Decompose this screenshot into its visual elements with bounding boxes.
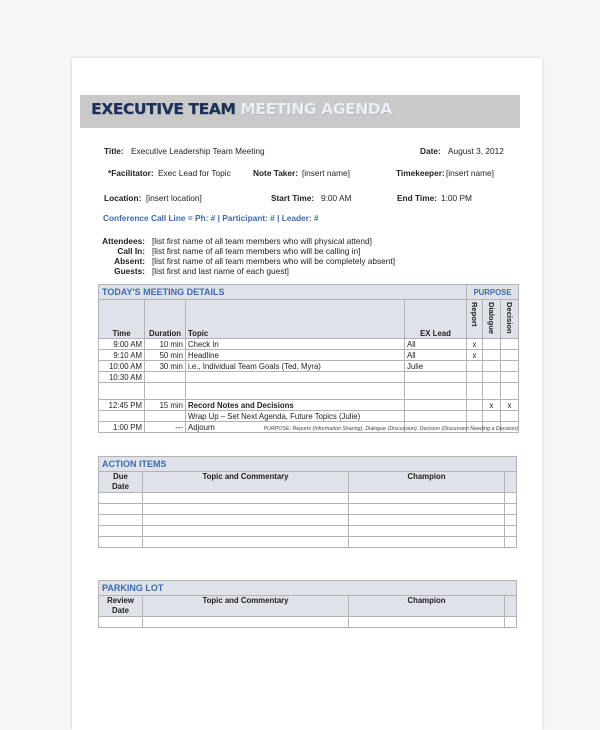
table-row <box>99 493 517 504</box>
date-value: August 3, 2012 <box>448 146 504 156</box>
col-time: Time <box>99 300 145 339</box>
row-time: 1:00 PM <box>99 422 145 433</box>
conference-call-line: Conference Call Line = Ph: # | Participant: # | Leader: # <box>103 213 319 223</box>
table-row <box>99 383 519 400</box>
col-review-date <box>99 596 143 617</box>
row-dialogue <box>483 339 501 350</box>
col-topic-commentary: Topic and Commentary <box>143 596 349 617</box>
document-title-secondary: MEETING AGENDA <box>240 100 392 118</box>
row-duration <box>145 383 186 400</box>
table-row <box>99 515 517 526</box>
notetaker-value: [insert name] <box>302 168 350 178</box>
row-topic: Wrap Up – Set Next Agenda, Future Topics (Julie) <box>186 411 405 422</box>
row-duration: 30 min <box>145 361 186 372</box>
row-dialogue: x <box>483 400 501 411</box>
col-ex-lead: EX Lead <box>405 300 467 339</box>
row-decision <box>501 350 519 361</box>
call-in-value: [list first name of all team members who will be calling in] <box>152 246 361 256</box>
table-row <box>99 504 517 515</box>
guests-value: [list first and last name of each guest] <box>152 266 289 276</box>
row-time: 12:45 PM <box>99 400 145 411</box>
start-time-value: 9:00 AM <box>321 193 352 203</box>
row-time: 9:10 AM <box>99 350 145 361</box>
due-label: Due <box>113 472 128 481</box>
date-label: Date <box>112 482 129 491</box>
row-lead: Julie <box>405 361 467 372</box>
action-items-title: ACTION ITEMS <box>99 457 517 472</box>
row-duration <box>145 411 186 422</box>
absent-label: Absent: <box>114 256 145 266</box>
action-items-table <box>98 456 517 548</box>
absent-value: [list first name of all team members who will be completely absent] <box>152 256 396 266</box>
title-value: Executive Leadership Team Meeting <box>131 146 265 156</box>
facilitator-value: Exec Lead for Topic <box>158 168 231 178</box>
col-decision: Decision <box>505 302 514 334</box>
row-duration: 10 min <box>145 339 186 350</box>
row-topic: Adjourn <box>186 422 405 433</box>
col-dialogue: Dialogue <box>487 302 496 335</box>
row-dialogue <box>483 350 501 361</box>
row-lead: All <box>405 350 467 361</box>
meeting-details-table <box>98 284 519 433</box>
table-row <box>99 400 519 411</box>
row-dialogue <box>483 383 501 400</box>
purpose-header: PURPOSE <box>467 285 519 300</box>
end-time-label: End Time: <box>397 193 437 203</box>
row-topic <box>186 372 405 383</box>
col-champion: Champion <box>349 596 505 617</box>
row-decision <box>501 361 519 372</box>
row-duration: 50 min <box>145 350 186 361</box>
date-label: Date: <box>420 146 441 156</box>
row-lead <box>405 411 467 422</box>
review-label: Review <box>107 596 134 605</box>
row-lead <box>405 383 467 400</box>
row-lead <box>405 400 467 411</box>
header-spacer <box>505 472 517 493</box>
row-time <box>99 383 145 400</box>
attendees-value: [list first name of all team members who will physical attend] <box>152 236 372 246</box>
call-in-label: Call In: <box>117 246 145 256</box>
row-report: x <box>467 350 483 361</box>
col-topic: Topic <box>186 300 405 339</box>
col-topic-commentary: Topic and Commentary <box>143 472 349 493</box>
col-due-date <box>99 472 143 493</box>
timekeeper-value: [insert name] <box>446 168 494 178</box>
timekeeper-label: Timekeeper: <box>396 168 445 178</box>
location-value: [insert location] <box>146 193 202 203</box>
notetaker-label: Note Taker: <box>253 168 299 178</box>
document-title-primary: EXECUTIVE TEAM <box>91 100 236 118</box>
end-time-value: 1:00 PM <box>441 193 472 203</box>
row-topic: i.e., Individual Team Goals (Ted, Myra) <box>186 361 405 372</box>
row-dialogue <box>483 411 501 422</box>
table-row <box>99 361 519 372</box>
col-duration: Duration <box>145 300 186 339</box>
row-decision <box>501 339 519 350</box>
table-row <box>99 350 519 361</box>
table-row <box>99 537 517 548</box>
row-duration <box>145 372 186 383</box>
row-time: 9:00 AM <box>99 339 145 350</box>
row-decision <box>501 372 519 383</box>
table-row <box>99 411 519 422</box>
row-dialogue <box>483 361 501 372</box>
row-decision <box>501 383 519 400</box>
row-time: 10:00 AM <box>99 361 145 372</box>
meeting-details-title: TODAY'S MEETING DETAILS <box>99 285 467 300</box>
row-report <box>467 383 483 400</box>
row-decision: x <box>501 400 519 411</box>
row-duration: 15 min <box>145 400 186 411</box>
row-time <box>99 411 145 422</box>
table-row <box>99 372 519 383</box>
header-spacer <box>505 596 517 617</box>
row-topic: Check In <box>186 339 405 350</box>
row-report <box>467 372 483 383</box>
row-topic: Headline <box>186 350 405 361</box>
row-dialogue <box>483 372 501 383</box>
parking-lot-title: PARKING LOT <box>99 581 517 596</box>
row-report <box>467 361 483 372</box>
table-row <box>99 526 517 537</box>
attendees-label: Attendees: <box>102 236 145 246</box>
guests-label: Guests: <box>114 266 145 276</box>
parking-lot-table <box>98 580 517 628</box>
title-label: Title: <box>104 146 124 156</box>
date-label: Date <box>112 606 129 615</box>
row-topic <box>186 383 405 400</box>
row-report: x <box>467 339 483 350</box>
facilitator-label: *Facilitator: <box>108 168 154 178</box>
start-time-label: Start Time: <box>271 193 315 203</box>
row-duration: --- <box>145 422 186 433</box>
row-report <box>467 411 483 422</box>
location-label: Location: <box>104 193 142 203</box>
row-lead <box>405 372 467 383</box>
table-row <box>99 339 519 350</box>
row-report <box>467 400 483 411</box>
row-decision <box>501 411 519 422</box>
row-topic: Record Notes and Decisions <box>186 400 405 411</box>
row-lead: All <box>405 339 467 350</box>
row-time: 10:30 AM <box>99 372 145 383</box>
purpose-note: PURPOSE: Reports (Information Sharing), Dialogue (Discussion), Decision (Discussion Needing a Decision) <box>263 426 518 432</box>
document-title-bar <box>80 95 520 128</box>
col-champion: Champion <box>349 472 505 493</box>
col-report: Report <box>470 302 479 327</box>
table-row <box>99 617 517 628</box>
